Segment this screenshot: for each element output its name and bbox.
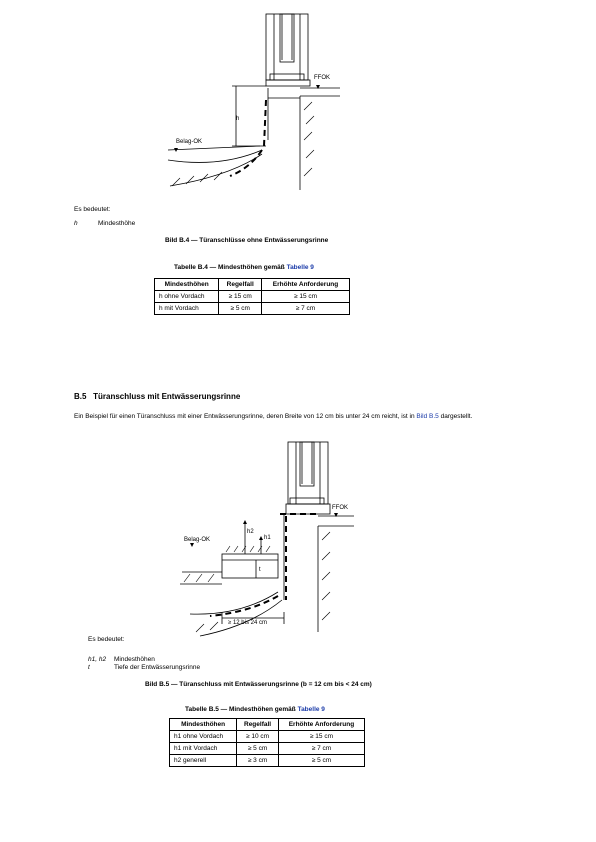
paragraph-text: Ein Beispiel für einen Türanschluss mit einer Entwässerungsrinne, deren Breite von 12 cm bis unter 24 cm reicht, ist in	[74, 413, 417, 420]
table-row	[170, 731, 365, 743]
table-b5	[169, 718, 365, 767]
bild-b5-link[interactable]: Bild B.5	[416, 413, 439, 420]
table-cell: h mit Vordach	[155, 303, 219, 315]
h2-label: h2	[247, 529, 254, 535]
table-header: Erhöhte Anforderung	[278, 719, 364, 731]
table-header-row	[170, 719, 365, 731]
ffok-label: FFOK	[314, 75, 330, 81]
table-cell: ≥ 7 cm	[278, 743, 364, 755]
table-cell: h ohne Vordach	[155, 291, 219, 303]
table-cell: h2 generell	[170, 755, 237, 767]
table-header: Regelfall	[219, 279, 262, 291]
table-cell: ≥ 15 cm	[278, 731, 364, 743]
belag-ok-label-2: Belag-OK	[184, 537, 211, 543]
legend-symbol: t	[88, 664, 90, 671]
table-cell: h1 ohne Vordach	[170, 731, 237, 743]
legend-intro-2: Es bedeutet:	[88, 636, 125, 643]
ffok-label-2: FFOK	[332, 505, 348, 511]
width-dimension-label: ≥ 12 bis 24 cm	[228, 620, 267, 626]
legend-text: Mindesthöhen	[114, 656, 155, 663]
belag-ok-label: Belag-OK	[176, 139, 203, 145]
legend-text: Mindesthöhe	[98, 220, 136, 227]
section-number: B.5	[74, 392, 87, 401]
h1-label: h1	[264, 535, 271, 541]
table-cell: h1 mit Vordach	[170, 743, 237, 755]
table-cell: ≥ 10 cm	[237, 731, 279, 743]
paragraph-end: dargestellt.	[438, 413, 473, 420]
h-dimension-label: h	[236, 116, 240, 122]
table-cell: ≥ 5 cm	[278, 755, 364, 767]
table-cell: ≥ 7 cm	[262, 303, 350, 315]
table-row	[170, 743, 365, 755]
table-header: Erhöhte Anforderung	[262, 279, 350, 291]
table-9-link[interactable]: Tabelle 9	[286, 264, 314, 271]
table-title-text: Tabelle B.4 — Mindesthöhen gemäß	[174, 264, 287, 271]
legend-intro: Es bedeutet:	[74, 206, 111, 213]
legend-symbol: h1, h2	[88, 656, 107, 663]
table-cell: ≥ 5 cm	[219, 303, 262, 315]
t-label: t	[259, 567, 261, 573]
section-title: Türanschluss mit Entwässerungsrinne	[93, 392, 241, 401]
table-cell: ≥ 5 cm	[237, 743, 279, 755]
table-header: Mindesthöhen	[155, 279, 219, 291]
table-header: Mindesthöhen	[170, 719, 237, 731]
table-cell: ≥ 15 cm	[262, 291, 350, 303]
table-cell: ≥ 15 cm	[219, 291, 262, 303]
legend-text: Tiefe der Entwässerungsrinne	[114, 664, 201, 671]
figure-caption-2: Bild B.5 — Türanschluss mit Entwässerungsrinne (b = 12 cm bis < 24 cm)	[145, 681, 372, 688]
table-title-2	[185, 706, 325, 714]
table-row	[170, 755, 365, 767]
table-cell: ≥ 3 cm	[237, 755, 279, 767]
table-9-link[interactable]: Tabelle 9	[297, 706, 325, 713]
table-header: Regelfall	[237, 719, 279, 731]
table-title-text: Tabelle B.5 — Mindesthöhen gemäß	[185, 706, 298, 713]
figure-caption: Bild B.4 — Türanschlüsse ohne Entwässerungsrinne	[165, 237, 329, 244]
legend-symbol: h	[74, 220, 78, 227]
